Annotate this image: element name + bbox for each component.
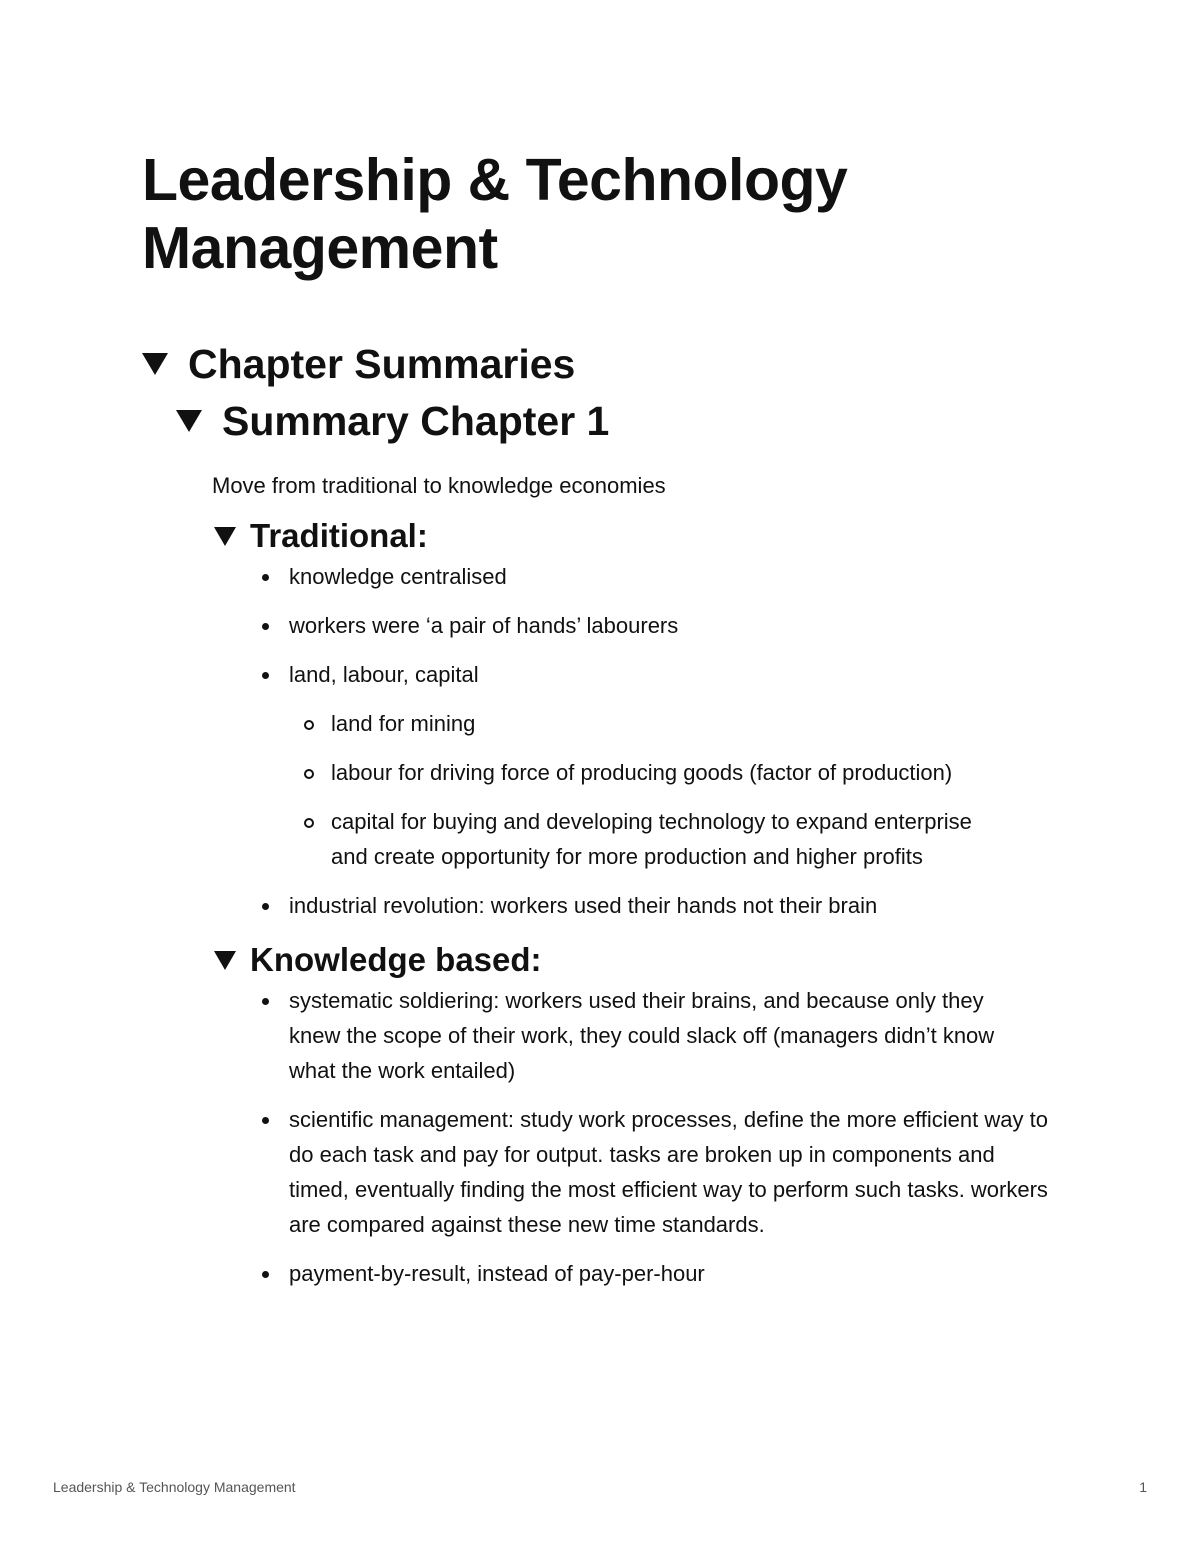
nested-list-item [331,804,1072,874]
footer-document-title: Leadership & Technology Management [53,1479,296,1495]
intro-paragraph: Move from traditional to knowledge economies [212,473,666,498]
document-page [142,146,1072,1291]
title-line-1: Leadership & Technology [142,147,848,213]
list-item [289,888,1072,923]
triangle-down-icon[interactable] [214,527,236,546]
triangle-down-icon[interactable] [176,410,202,432]
list-item-text: workers were ‘a pair of hands’ labourers [289,613,679,638]
list-item [289,1256,1072,1291]
nested-list [331,706,1072,874]
list-item [289,657,1072,874]
toggle-chapter-summaries[interactable] [142,336,1072,392]
list-item-text: scientific management: study work processes, define the more efficient way to do each task and pay for output. tasks are broken up in components and timed, eventually finding the most efficient way to perform such tasks. workers are compared against these new time standards. [289,1107,1048,1237]
toggle-summary-chapter-1[interactable] [176,393,1072,449]
document-title [142,146,1072,282]
toggle-heading-label: Knowledge based: [250,941,542,978]
list-item-text: knowledge centralised [289,564,507,589]
list-item-text: payment-by-result, instead of pay-per-hour [289,1261,705,1286]
list-item-text: capital for buying and developing technology to expand enterprise and create opportunity for more production and higher profits [331,809,972,869]
triangle-down-icon[interactable] [214,951,236,970]
list-item-text: labour for driving force of producing goods (factor of production) [331,760,953,785]
list-item-text: land for mining [331,711,476,736]
list-item [289,559,1072,594]
list-item [289,1102,1072,1242]
list-item [289,983,1072,1088]
traditional-list [289,559,1072,923]
list-item-text: land, labour, capital [289,662,479,687]
footer-page-number: 1 [1139,1479,1147,1495]
list-item-text: industrial revolution: workers used their hands not their brain [289,893,878,918]
list-item-text: systematic soldiering: workers used their brains, and because only they knew the scope of their work, they could slack off (managers didn’t know what the work entailed) [289,988,995,1083]
knowledge-based-list [289,983,1072,1291]
toggle-knowledge-based[interactable] [214,937,1072,983]
toggle-heading-label: Summary Chapter 1 [222,398,610,444]
nested-list-item [331,755,1072,790]
list-item [289,608,1072,643]
toggle-heading-label: Chapter Summaries [188,341,576,387]
toggle-heading-label: Traditional: [250,517,428,554]
nested-list-item [331,706,1072,741]
triangle-down-icon[interactable] [142,353,168,375]
title-line-2: Management [142,215,498,281]
toggle-traditional[interactable] [214,513,1072,559]
